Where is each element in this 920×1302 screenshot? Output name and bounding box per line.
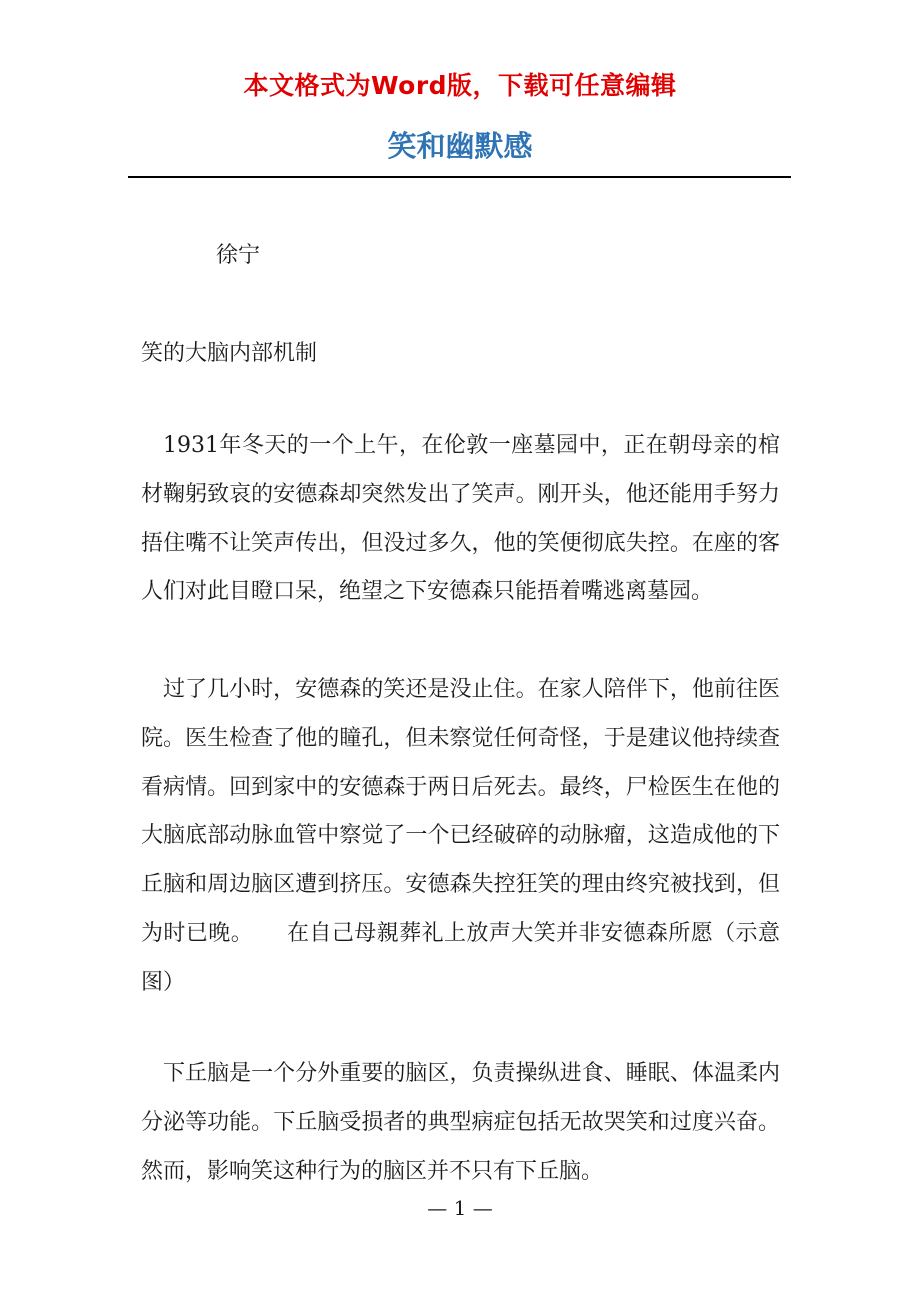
download-banner: 本文格式为Word版，下载可任意编辑 [243,71,677,100]
title-divider [128,176,791,178]
paragraph-3: 下丘脑是一个分外重要的脑区，负责操纵进食、睡眠、体温柔内分泌等功能。下丘脑受损者的典型病症包括无故哭笑和过度兴奋。然而，影响笑这种行为的脑区并不只有下丘脑。 [141,1061,780,1184]
section-heading: 笑的大脑内部机制 [141,341,318,366]
document-title: 笑和幽默感 [387,129,533,163]
paragraph-1: 1931年冬天的一个上午，在伦敦一座墓园中，正在朝母亲的棺材鞠躬致哀的安德森却突然发出了笑声。刚开头，他还能用手努力捂住嘴不让笑声传出，但没过多久，他的笑便彻底失控。在座的客人们对此目瞪口呆，绝望之下安德森只能捂着嘴逃离墓园。 [141,433,780,605]
author-name: 徐宁 [216,243,261,268]
page-number: — 1 — [427,1196,493,1220]
paragraph-2: 过了几小时，安德森的笑还是没止住。在家人陪伴下，他前往医院。医生检查了他的瞳孔，但未察觉任何奇怪，于是建议他持续查看病情。回到家中的安德森于两日后死去。最终，尸检医生在他的大脑底部动脉血管中察觉了一个已经破碎的动脉瘤，这造成他的下丘脑和周边脑区遭到挤压。安德森失控狂笑的理由终究被找到，但为时已晚。 在自己母親葬礼上放声大笑并非安德森所愿（示意图） [141,677,780,995]
